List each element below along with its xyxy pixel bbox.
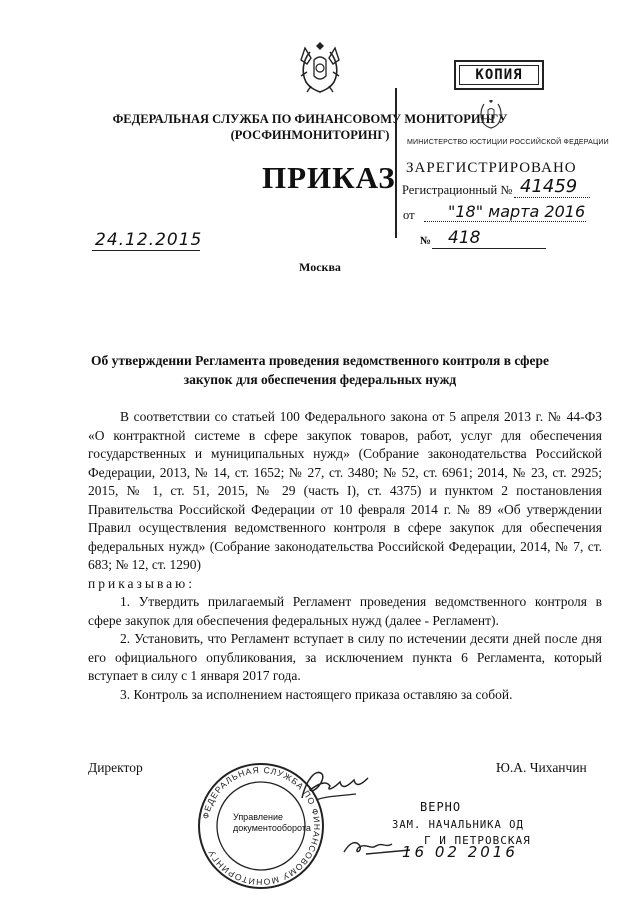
document-type: ПРИКАЗ xyxy=(262,160,396,195)
coat-of-arms-emblem xyxy=(297,42,343,94)
order-body xyxy=(88,408,602,704)
verno-stamp-title: ВЕРНО xyxy=(420,800,462,814)
registration-number-label: Регистрационный № xyxy=(402,183,513,197)
copy-stamp xyxy=(454,60,544,90)
order-word: приказываю: xyxy=(88,575,195,591)
registration-number: 41459 xyxy=(520,176,578,197)
verno-stamp-date: 16 02 2016 xyxy=(402,843,518,861)
number-underline xyxy=(432,248,546,249)
registration-date-underline xyxy=(424,221,586,222)
signatory-position: Директор xyxy=(88,760,143,775)
organization-name: ФЕДЕРАЛЬНАЯ СЛУЖБА ПО ФИНАНСОВОМУ МОНИТОРИНГУ xyxy=(112,112,508,126)
order-item-2: 2. Установить, что Регламент вступает в силу по истечении десяти дней после дня его официального опубликования, за исключением пункта 6 Регламента, который вступает в силу с 1 января 2017 года. xyxy=(88,631,602,683)
verno-stamp-name: Г И ПЕТРОВСКАЯ xyxy=(424,834,531,847)
round-stamp-inner-line1: Управление xyxy=(233,812,284,822)
order-date: 24.12.2015 xyxy=(95,230,203,250)
registration-ministry: МИНИСТЕРСТВО ЮСТИЦИИ РОССИЙСКОЙ ФЕДЕРАЦИИ xyxy=(407,139,609,146)
registration-status: ЗАРЕГИСТРИРОВАНО xyxy=(406,160,577,176)
verno-stamp-position: ЗАМ. НАЧАЛЬНИКА ОД xyxy=(392,819,524,831)
order-number: 418 xyxy=(448,228,481,248)
order-item-3: 3. Контроль за исполнением настоящего приказа оставляю за собой. xyxy=(120,686,513,702)
round-stamp-ring-text: ФЕДЕРАЛЬНАЯ СЛУЖБА ПО ФИНАНСОВОМУ МОНИТОРИНГУ xyxy=(200,764,323,888)
round-stamp-inner xyxy=(233,812,311,834)
registration-date: "18" марта 2016 xyxy=(448,202,586,221)
registration-from-label: от xyxy=(403,208,415,222)
round-stamp-inner-line2: документооборота xyxy=(233,823,311,833)
signatory-name: Ю.А. Чиханчин xyxy=(496,760,587,775)
copy-stamp-text: КОПИЯ xyxy=(459,65,539,85)
order-title: Об утверждении Регламента проведения ведомственного контроля в сфере закупок для обеспечения федеральных нужд xyxy=(90,353,550,387)
order-item-1: 1. Утвердить прилагаемый Регламент проведения ведомственного контроля в сфере закупок для обеспечения федеральных нужд (далее - Регламент). xyxy=(88,594,602,628)
date-underline xyxy=(92,250,200,251)
registration-number-underline xyxy=(514,197,590,198)
city: Москва xyxy=(299,260,341,274)
order-number-label: № xyxy=(420,235,432,247)
organization-abbr: (РОСФИНМОНИТОРИНГ) xyxy=(230,128,390,142)
ministry-emblem-icon xyxy=(478,100,504,130)
preamble-paragraph: В соответствии со статьей 100 Федерального закона от 5 апреля 2013 г. № 44-ФЗ «О контрактной системе в сфере закупок товаров, работ, услуг для обеспечения государственных и муниципальных нужд» (Собрание законодательства Российской Федерации, 2013, № 14, ст. 1652; № 27, ст. 3480; № 52, ст. 6961; 2014, № 23, ст. 2925; 2015, № 1, ст. 51, 2015, № 29 (часть I), ст. 4375) и пунктом 2 постановления Правительства Российской Федерации от 10 февраля 2014 г. № 89 «Об утверждении Правил осуществления ведомственного контроля в сфере закупок для обеспечения федеральных нужд» (Собрание законодательства Российской Федерации, 2014, № 7, ст. 683; № 12, ст. 1290) xyxy=(88,409,602,572)
